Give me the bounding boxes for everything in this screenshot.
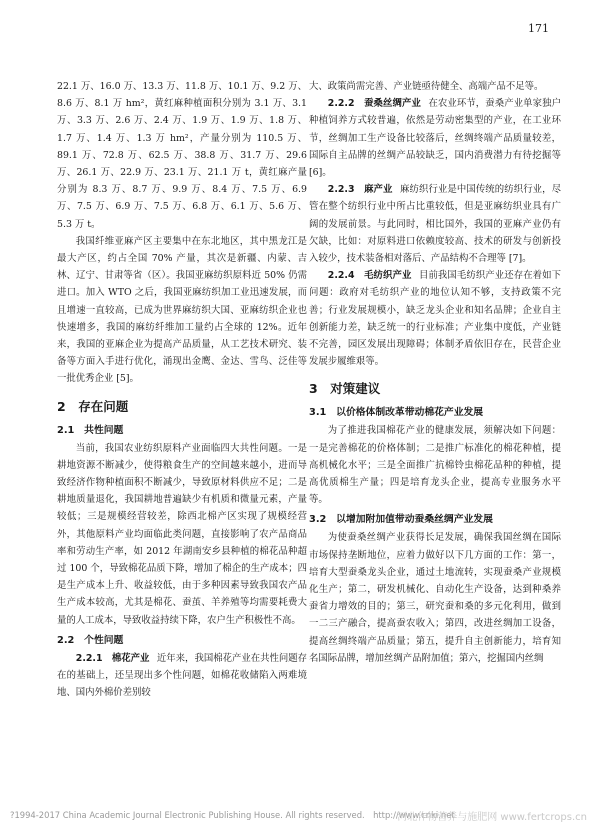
subsubsection-heading: 2.2.3 麻产业 (327, 184, 393, 196)
section-heading: 3 对策建议 (309, 381, 381, 397)
copyright-footer: ?1994-2017 China Academic Journal Electronic Publishing House. All rights reserved. http://www.cnki.net (10, 810, 455, 820)
paragraph: 大、政策尚需完善、产业链亟待健全、高端产品不足等。 (309, 81, 544, 92)
paragraph: 为使蚕桑丝绸产业获得长足发展，确保我国丝绸在国际市场保持垄断地位，应着力做好以下几方面的工作：第一，培育大型蚕桑龙头企业，通过土地流转，实现蚕桑产业规模化生产；第二，研发机械化、自动化生产设备，达到种桑养蚕省力增效的目的；第三，研究蚕和桑的多元化利用，做到一二三产融合，提高蚕农收入；第四，改进丝绸加工设备，提高丝绸终端产品质量；第五，提升自主创新能力，培育知名国际品牌，增加丝绸产品附加值；第六，挖掘国内丝绸 (309, 532, 561, 664)
paragraph: 麻纺织行业是中国传统的纺织行业，尽管在整个纺织行业中所占比重较低，但是亚麻纺织业具有广阔的发展前景。与此同时，相比国外，我国的亚麻产业仍有欠缺，比如：对原料进口依赖度较高、技术的研发与创新投入较少，技术装备相对落后、产品结构不合理等 [7]。 (309, 184, 561, 265)
paragraph: 22.1 万、16.0 万、13.3 万、11.8 万、10.1 万、9.2 万、8.6 万、8.1 万 hm²，黄红麻种植面积分别为 3.1 万、3.1 万、3.3 万、2.6 万、2.4 万、1.9 万、1.9 万、1.8 万、1.7 万、1.4 万、1.3 万 hm²，产量分别为 110.5 万、89.1 万、72.8 万、62.5 万、38.8 万、31.7 万、29.6 万、26.1 万、22.9 万、23.1 万、21.1 万 t，黄红麻产量分别为 8.3 万、8.7 万、9.9 万、8.4 万、7.5 万、6.9 万、7.5 万、6.9 万、7.5 万、6.8 万、6.1 万、5.6 万、5.3 万 t。 (57, 81, 307, 230)
watermark: 河北作物营养与施肥网 www.fertcrops.cn (397, 812, 587, 823)
paragraph: 我国纤维亚麻产区主要集中在东北地区，其中黑龙江是最大产区，约占全国 70% 产量，其次是新疆、内蒙、吉林、辽宁、甘肃等省（区）。我国亚麻纺织原料近 50% 仍需进口。加入 WTO 之后，我国亚麻纺织加工业迅速发展，而且增速一直较高，已成为世界麻纺织大国、亚麻纺织企业也快速增多，我国的麻纺纤维加工量约占全球的 12%。近年来，我国的亚麻企业为提高产品质量，从工艺技术研究、装备等方面入手进行优化，涌现出金鹰、金达、雪鸟、泛佳等一批优秀企业 [5]。 (57, 235, 307, 385)
subsubsection-heading: 2.2.2 蚕桑丝绸产业 (327, 98, 421, 110)
right-column (309, 78, 561, 667)
subsubsection-heading: 2.2.1 棉花产业 (75, 652, 150, 664)
paragraph: 为了推进我国棉花产业的健康发展，须解决如下问题：一是完善棉花的价格体制；二是推广标准化的棉花种植，提高机械化水平；三是全面推广抗棉铃虫棉花品种的种植，提高优质棉生产量；四是培育龙头企业，提高专业服务水平等。 (309, 425, 561, 506)
paragraph: 在农业环节，蚕桑产业单家独户种植饲养方式较普遍，依然是劳动密集型的产业，在工业环节，丝绸加工生产设备比较落后，丝绸终端产品质量较差，国际自主品牌的丝绸产品较缺乏，国内消费潜力有待挖掘等 [6]。 (309, 98, 561, 179)
section-heading: 2 存在问题 (57, 398, 129, 414)
subsection-heading: 3.2 以增加附加值带动蚕桑丝绸产业发展 (309, 514, 493, 526)
subsection-heading: 2.2 个性问题 (57, 634, 124, 646)
subsection-heading: 2.1 共性问题 (57, 424, 124, 436)
paragraph: 当前，我国农业纺织原料产业面临四大共性问题。一是耕地资源不断减少，使得粮食生产的空间越来越小，进而导致经济作物种植面积不断减少，导致原材料供应不足；二是耕地质量退化，我国耕地普遍缺少有机质和微量元素，产量较低；三是规模经营较差，除西北棉产区实现了规模经营外，其他原料产业均面临此类问题，直接影响了农产品商品率和劳动生产率，如 2012 年湖南安乡县种植的棉花品种超过 100 个，导致棉花品质下降，增加了棉企的生产成本；四是生产成本上升、收益较低，由于多种因素导致我国农产品生产成本较高，尤其是棉花、蚕茧、羊养殖等均需要耗费大量的人工成本，导致收益持续下降，农户生产积极性不高。 (57, 442, 307, 626)
paragraph: 目前我国毛纺织产业还存在着如下问题：政府对毛纺织产业的地位认知不够，支持政策不完善；行业发展规模小，缺乏龙头企业和知名品牌；企业自主创新能力差，缺乏统一的行业标准；产业集中度低，产业链不完善，园区发展出现障碍；体制矛盾依旧存在，民营企业发展步履维艰等。 (309, 270, 561, 368)
left-column (57, 78, 307, 702)
paragraph: 近年来，我国棉花产业在共性问题存在的基础上，还呈现出多个性问题，如棉花收储陷入两难境地、国内外棉价差别较 (57, 652, 307, 699)
subsubsection-heading: 2.2.4 毛纺织产业 (327, 270, 412, 282)
subsection-heading: 3.1 以价格体制改革带动棉花产业发展 (309, 407, 484, 419)
page-number: 171 (528, 22, 549, 35)
